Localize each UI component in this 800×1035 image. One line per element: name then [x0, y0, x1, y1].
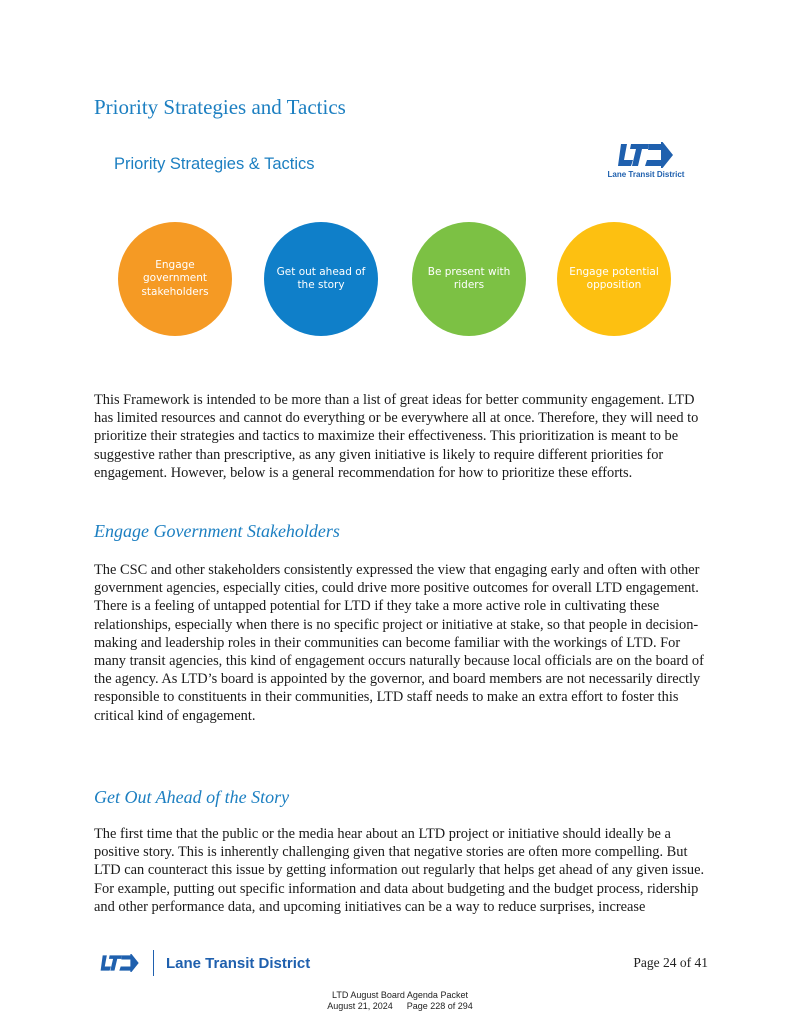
page-heading: Priority Strategies and Tactics — [94, 95, 346, 119]
strategy-circle-government: Engage government stakeholders — [118, 222, 232, 336]
intro-paragraph: This Framework is intended to be more than a list of great ideas for better community engagement. LTD has limited resources and cannot do everything or be everywhere all at once. Therefore, they will need to prioritize their strategies and tactics to maximize their effectiveness. This prioritization is meant to be suggestive rather than prescriptive, as any given initiative is likely to require different priorities for engagement. However, below is a general recommendation for how to prioritize these efforts. — [94, 392, 699, 481]
packet-page: Page 228 of 294 — [406, 1001, 473, 1011]
footer-logo — [97, 949, 310, 977]
packet-date: August 21, 2024 — [327, 1001, 393, 1011]
subheading-government: Engage Government Stakeholders — [94, 521, 340, 541]
strategy-circle-riders: Be present with riders — [412, 222, 526, 336]
figure-title: Priority Strategies & Tactics — [114, 155, 315, 173]
page-number: Page 24 of 41 — [633, 955, 708, 970]
strategy-circle-story: Get out ahead of the story — [264, 222, 378, 336]
ltd-logo-icon — [617, 142, 675, 168]
priority-strategies-figure — [94, 140, 706, 360]
packet-info — [0, 1001, 800, 1011]
subheading-story: Get Out Ahead of the Story — [94, 787, 290, 807]
government-paragraph: The CSC and other stakeholders consistently expressed the view that engaging early and often with other government agencies, especially cities, could drive more positive outcomes for overall LTD engagement. There is a feeling of untapped potential for LTD if they take a more active role in cultivating these relationships, especially when there is no specific project or initiative at stake, so that people in decision-making and leadership roles in their communities can become familiar with the workings of LTD. For many transit agencies, this kind of engagement occurs naturally because local officials are on the board of the agency. As LTD’s board is appointed by the governor, and board members are not necessarily directly responsible to constituents in their communities, LTD staff needs to make an extra effort to foster this critical kind of engagement. — [94, 562, 704, 724]
story-paragraph: The first time that the public or the media hear about an LTD project or initiative should ideally be a positive story. This is inherently challenging given that negative stories are often more compelling. But LTD can counteract this issue by getting information out regularly that helps get ahead of any given issue. For example, putting out specific information and data about budgeting and the budget process, ridership and other performance data, and upcoming initiatives can be a way to reduce surprises, increase — [94, 826, 705, 915]
ltd-logo — [600, 142, 692, 179]
ltd-footer-icon — [97, 954, 143, 972]
ltd-logo-tagline: Lane Transit District — [607, 170, 685, 179]
packet-title: LTD August Board Agenda Packet — [332, 990, 468, 1000]
footer-org-name: Lane Transit District — [166, 954, 311, 972]
footer-divider — [153, 950, 154, 976]
strategy-circle-opposition: Engage potential opposition — [557, 222, 671, 336]
